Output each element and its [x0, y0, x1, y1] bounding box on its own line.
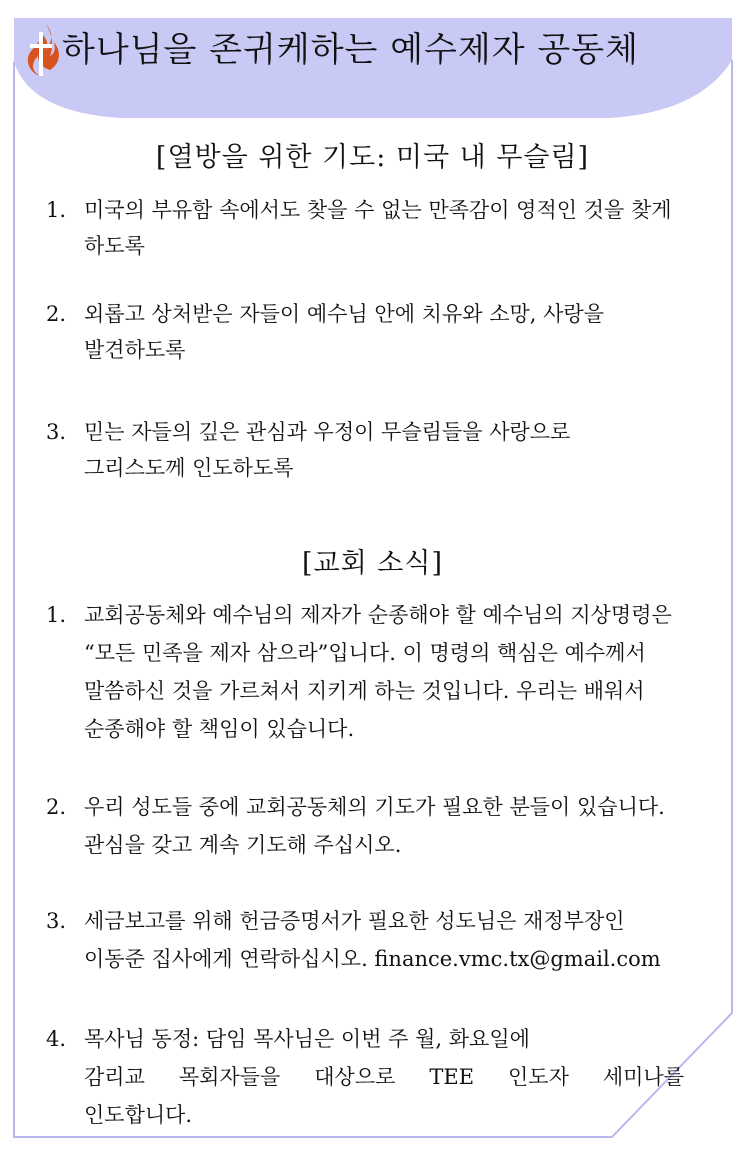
list-number: 2.: [46, 795, 67, 819]
list-text-line: 순종해야 할 책임이 있습니다.: [84, 717, 355, 741]
list-text-line: 세금보고를 위해 헌금증명서가 필요한 성도님은 재정부장인: [84, 909, 625, 933]
list-text-line: 믿는 자들의 깊은 관심과 우정이 무슬림들을 사랑으로: [84, 420, 571, 444]
list-text-line: 발견하도록: [84, 338, 186, 362]
list-number: 4.: [46, 1027, 67, 1051]
list-number: 1.: [46, 198, 67, 222]
list-text-line: 감리교 목회자들을 대상으로 TEE 인도자 세미나를: [84, 1065, 684, 1089]
list-text-line: 외롭고 상처받은 자들이 예수님 안에 치유와 소망, 사랑을: [84, 302, 604, 326]
list-text-line: “모든 민족을 제자 삼으라”입니다. 이 명령의 핵심은 예수께서: [84, 641, 646, 665]
list-text-line: 인도합니다.: [84, 1103, 193, 1127]
news-section-title: [교회 소식]: [302, 548, 443, 579]
list-number: 2.: [46, 302, 67, 326]
prayer-section-title: [열방을 위한 기도: 미국 내 무슬림]: [155, 142, 590, 173]
list-text-line: 이동준 집사에게 연락하십시오. finance.vmc.tx@gmail.com: [84, 947, 661, 971]
list-text-line: 우리 성도들 중에 교회공동체의 기도가 필요한 분들이 있습니다.: [84, 795, 665, 819]
list-number: 3.: [46, 420, 67, 444]
list-text-line: 관심을 갖고 계속 기도해 주십시오.: [84, 833, 402, 857]
cross-flame-icon: [20, 20, 64, 80]
list-text-line: 목사님 동정: 담임 목사님은 이번 주 월, 화요일에: [84, 1027, 530, 1051]
list-text-line: 그리스도께 인도하도록: [84, 456, 294, 480]
header-title: 하나님을 존귀케하는 예수제자 공동체: [62, 30, 639, 70]
list-text-line: 교회공동체와 예수님의 제자가 순종해야 할 예수님의 지상명령은: [84, 603, 672, 627]
list-text-line: 미국의 부유함 속에서도 찾을 수 없는 만족감이 영적인 것을 찾게: [84, 198, 672, 222]
list-number: 1.: [46, 603, 67, 627]
list-text-line: 말씀하신 것을 가르쳐서 지키게 하는 것입니다. 우리는 배워서: [84, 679, 645, 703]
list-number: 3.: [46, 909, 67, 933]
list-text-line: 하도록: [84, 234, 145, 258]
